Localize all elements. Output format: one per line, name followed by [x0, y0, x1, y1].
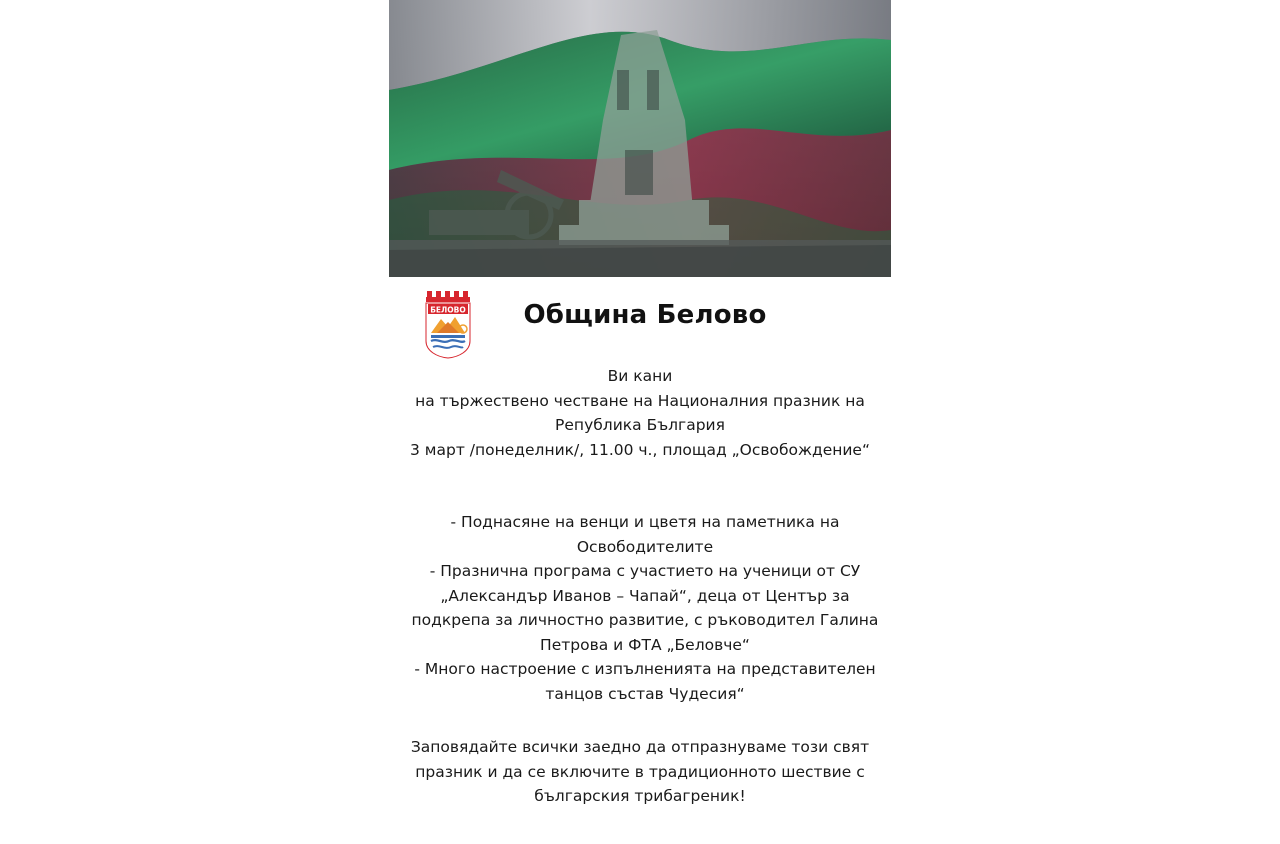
invitation-line: Ви кани	[607, 367, 673, 385]
program-line: - Много настроение с изпълненията на представителен	[414, 660, 876, 678]
closing-line: Заповядайте всички заедно да отпразнуваме този свят	[410, 738, 870, 756]
program-line: - Поднасяне на венци и цветя на паметника на	[450, 513, 840, 531]
belovo-coat-of-arms-icon	[423, 289, 473, 359]
page-title: Община Белово	[523, 300, 767, 330]
invitation-line: Република България	[555, 416, 725, 434]
hero-image	[389, 0, 891, 277]
closing-line: празник и да се включите в традиционното шествие с	[415, 762, 865, 781]
invitation-line: 3 март /понеделник/, 11.00 ч., площад „Освобождение“	[410, 440, 870, 459]
shipka-monument-flag-image	[389, 0, 891, 277]
program-line: - Празнична програма с участието на ученици от СУ	[429, 562, 861, 580]
program-line: Освободителите	[576, 537, 714, 556]
invitation-line: на тържествено честване на Националния празник на	[415, 391, 865, 410]
program-line: танцов състав Чудесия“	[545, 684, 745, 703]
closing-text	[389, 735, 891, 809]
program-text	[389, 510, 901, 706]
invitation-text	[389, 364, 891, 462]
program-line: Петрова и ФТА „Беловче“	[540, 635, 750, 654]
program-line: „Александър Иванов – Чапай“, деца от Център за	[440, 586, 850, 605]
crest-text: БЕЛОВО	[430, 305, 466, 315]
closing-line: българския трибагреник!	[534, 787, 746, 805]
program-line: подкрепа за личностно развитие, с ръководител Галина	[411, 611, 879, 629]
